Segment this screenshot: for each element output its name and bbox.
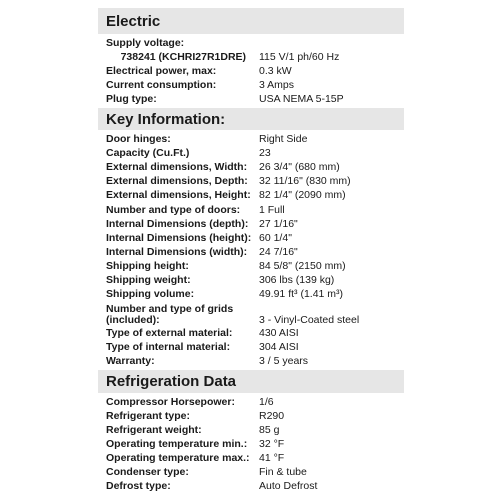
spec-value: 3 - Vinyl-Coated steel xyxy=(259,314,360,326)
spec-value: 82 1/4" (2090 mm) xyxy=(259,189,346,201)
electric-header: Electric xyxy=(98,8,404,34)
spec-label: Shipping volume: xyxy=(106,288,195,300)
refrigeration-header: Refrigeration Data xyxy=(98,370,404,393)
spec-label: Operating temperature min.: xyxy=(106,438,248,450)
spec-label: Capacity (Cu.Ft.) xyxy=(106,147,190,159)
spec-label: External dimensions, Depth: xyxy=(106,175,248,187)
spec-label: Door hinges: xyxy=(106,133,171,145)
spec-label: Number and type of doors: xyxy=(106,204,241,216)
spec-label: Type of internal material: xyxy=(106,341,231,353)
key-information-header: Key Information: xyxy=(98,108,404,130)
spec-label: Type of external material: xyxy=(106,327,233,339)
spec-value: 430 AISI xyxy=(259,327,299,339)
spec-value: 306 lbs (139 kg) xyxy=(259,274,335,286)
spec-value: 24 7/16" xyxy=(259,246,298,258)
spec-label: Internal Dimensions (width): xyxy=(106,246,248,258)
spec-value: R290 xyxy=(259,410,285,422)
spec-value: 49.91 ft³ (1.41 m³) xyxy=(259,288,344,300)
spec-label: 738241 (KCHRI27R1DRE) xyxy=(106,51,247,63)
spec-label: Plug type: xyxy=(106,93,157,105)
spec-value: 1 Full xyxy=(259,204,285,216)
spec-value: 85 g xyxy=(259,424,280,436)
spec-label: Warranty: xyxy=(106,355,155,367)
spec-label: Number and type of grids (included): xyxy=(106,303,234,326)
spec-value: 23 xyxy=(259,147,271,159)
spec-label: Internal Dimensions (height): xyxy=(106,232,252,244)
spec-label: Operating temperature max.: xyxy=(106,452,250,464)
spec-label: Internal Dimensions (depth): xyxy=(106,218,249,230)
spec-label: Defrost type: xyxy=(106,480,171,492)
spec-label: Condenser type: xyxy=(106,466,189,478)
spec-label: Shipping weight: xyxy=(106,274,191,286)
spec-value: 0.3 kW xyxy=(259,65,292,77)
spec-value: 304 AISI xyxy=(259,341,299,353)
spec-value: Auto Defrost xyxy=(259,480,318,492)
spec-value: 3 / 5 years xyxy=(259,355,309,367)
spec-label: External dimensions, Width: xyxy=(106,161,248,173)
spec-value: 41 °F xyxy=(259,452,285,464)
spec-value: USA NEMA 5-15P xyxy=(259,93,344,105)
spec-value: 26 3/4" (680 mm) xyxy=(259,161,340,173)
spec-value: 60 1/4" xyxy=(259,232,292,244)
spec-label: Refrigerant weight: xyxy=(106,424,202,436)
spec-value: 32 11/16" (830 mm) xyxy=(259,175,351,187)
spec-label: Electrical power, max: xyxy=(106,65,217,77)
spec-value: 3 Amps xyxy=(259,79,295,91)
spec-label: External dimensions, Height: xyxy=(106,189,251,201)
spec-label: Shipping height: xyxy=(106,260,189,272)
spec-value: Fin & tube xyxy=(259,466,307,478)
spec-value: 1/6 xyxy=(259,396,274,408)
spec-label: Compressor Horsepower: xyxy=(106,396,235,408)
spec-value: Right Side xyxy=(259,133,308,145)
spec-label: Current consumption: xyxy=(106,79,217,91)
spec-label: Refrigerant type: xyxy=(106,410,191,422)
spec-label: Supply voltage: xyxy=(106,37,185,49)
spec-value: 32 °F xyxy=(259,438,285,450)
spec-value: 115 V/1 ph/60 Hz xyxy=(259,51,340,63)
spec-value: 27 1/16" xyxy=(259,218,298,230)
spec-value: 84 5/8" (2150 mm) xyxy=(259,260,346,272)
